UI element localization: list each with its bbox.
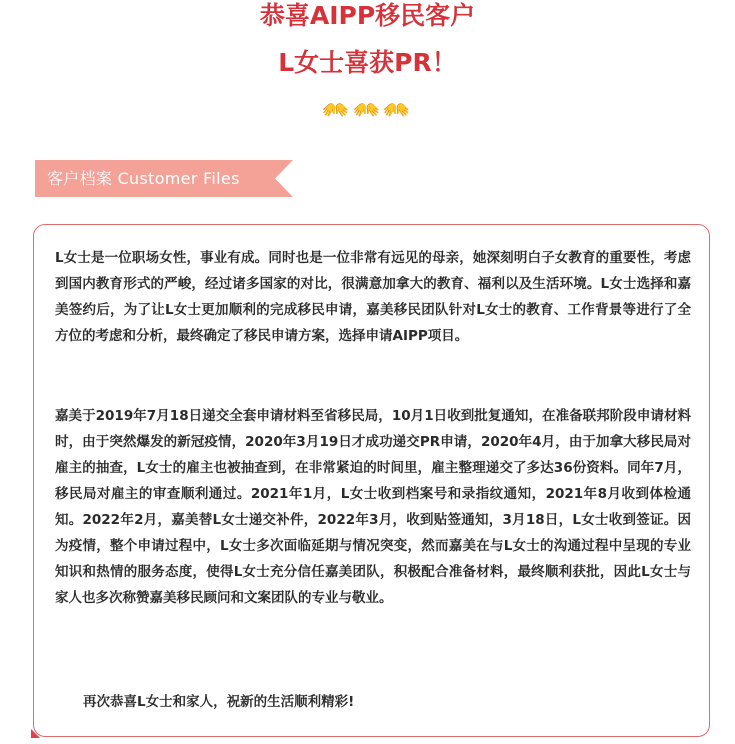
story-paragraph-2: 嘉美于2019年7月18日递交全套申请材料至省移民局，10月1日收到批复通知，在准备联邦阶段申请材料时，由于突然爆发的新冠疫情，2020年3月19日才成功递交PR申请，2020年4月，由于加拿大移民局对雇主的抽查，L女士的雇主也被抽查到，在非常紧迫的时间里，雇主整理递交了多达36份资料。同年7月，移民局对雇主的审查顺利通过。2021年1月，L女士收到档案号和录指纹通知，2021年8月收到体检通知。2022年2月，嘉美替L女士递交补件，2022年3月，收到贴签通知，3月18日，L女士收到签证。因为疫情，整个申请过程中，L女士多次面临延期与情况突变，然而嘉美在与L女士的沟通过程中呈现的专业知识和热情的服务态度，使得L女士充分信任嘉美团队，积极配合准备材料，最终顺利获批，因此L女士与家人也多次称赞嘉美移民顾问和文案团队的专业与敬业。 bbox=[55, 408, 691, 606]
applause-hands-icon: 👐 bbox=[324, 96, 350, 121]
section-title: 客户档案 Customer Files bbox=[47, 169, 240, 188]
section-ribbon bbox=[35, 160, 293, 197]
applause-hands-icon: 👐 bbox=[354, 96, 381, 121]
story-paragraph-1: L女士是一位职场女性，事业有成。同时也是一位非常有远见的母亲，她深刻明白子女教育的重要性，考虑到国内教育形式的严峻，经过诸多国家的对比，很满意加拿大的教育、福利以及生活环境。L女士选择和嘉美签约后，为了让L女士更加顺利的完成移民申请，嘉美移民团队针对L女士的教育、工作背景等进行了全方位的考虑和分析，最终确定了移民申请方案，选择申请AIPP项目。 bbox=[55, 250, 691, 344]
applause-hands-icon: 👐 bbox=[385, 96, 411, 121]
headline-line-1: 恭喜AIPP移民客户 bbox=[259, 1, 476, 30]
applause-icons bbox=[0, 95, 735, 121]
headline-line-2: L女士喜获PR！ bbox=[278, 48, 457, 77]
closing-paragraph: 再次恭喜L女士和家人，祝新的生活顺利精彩! bbox=[83, 694, 355, 710]
card-corner-accent bbox=[31, 729, 40, 738]
